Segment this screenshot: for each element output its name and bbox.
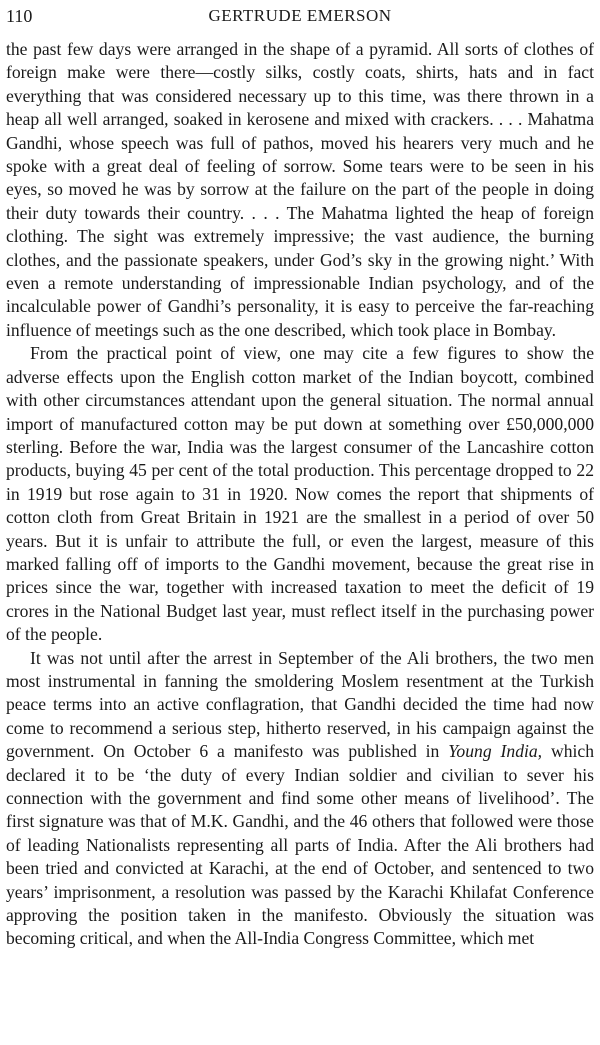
book-page xyxy=(6,0,594,1045)
paragraph-1 xyxy=(6,38,594,342)
page-header xyxy=(6,4,594,30)
paragraph-3 xyxy=(6,647,594,951)
paragraph-1-text: the past few days were arranged in the shape of a pyramid. All sorts of clothes of foreign make were there—costly silks, costly coats, shirts, hats and in fact everything that was considered necessary up to this time, was there thrown in a heap all well arranged, soaked in kerosene and mixed with crackers. . . . Mahatma Gandhi, whose speech was full of pathos, moved his hearers very much and he spoke with a great deal of feeling of sorrow. Some tears were to be seen in his eyes, so moved he was by sorrow at the failure on the part of the people in doing their duty towards their country. . . . The Mahatma lighted the heap of foreign clothing. The sight was extremely impressive; the vast audience, the burning clothes, and the passionate speakers, under God’s sky in the growing night.’ With even a remote understanding of impressionable Indian psychology, and of the incalculable power of Gandhi’s personality, it is easy to perceive the far-reaching influence of meetings such as the one described, which took place in Bombay. xyxy=(6,39,594,340)
publication-title: Young India, xyxy=(448,741,543,762)
running-head: GERTRUDE EMERSON xyxy=(208,6,392,25)
paragraph-2 xyxy=(6,342,594,646)
paragraph-2-text: From the practical point of view, one may cite a few figures to show the adverse effects upon the English cotton market of the Indian boycott, combined with other circumstances attendant upon the general situation. The normal annual import of manufactured cotton may be put down at something over £50,000,000 sterling. Before the war, India was the largest consumer of the Lancashire cotton products, buying 45 per cent of the total production. This percentage dropped to 22 in 1919 but rose again to 31 in 1920. Now comes the report that shipments of cotton cloth from Great Britain in 1921 are the smallest in a period of over 50 years. But it is unfair to attribute the full, or even the largest, measure of this marked falling off of imports to the Gandhi movement, because the great rise in prices since the war, together with increased taxation to meet the deficit of 19 crores in the National Budget last year, must reflect itself in the purchasing power of the people. xyxy=(6,343,594,645)
paragraph-3-text-a: It was not until after the arrest in September of the Ali brothers, the two men most instrumental in fanning the smoldering Moslem resentment at the Turkish peace terms into an active conflagration, that Gandhi decided the time had now come to recommend a serious step, hitherto reserved, in his campaign against the government. On October 6 a manifesto was published in xyxy=(6,647,594,762)
page-number: 110 xyxy=(6,6,33,26)
paragraph-3-text-b: which declared it to be ‘the duty of every Indian soldier and civilian to sever his connection with the government and find some other means of livelihood’. The first signature was that of M.K. Gandhi, and the 46 others that followed were those of leading Nationalists representing all parts of India. After the Ali brothers had been tried and convicted at Karachi, at the end of October, and sentenced to two years’ imprisonment, a resolution was passed by the Karachi Khilafat Conference approving the position taken in the manifesto. Obviously the situation was becoming critical, and when the All-India Congress Committee, which met xyxy=(6,741,594,949)
body-text xyxy=(6,38,594,951)
